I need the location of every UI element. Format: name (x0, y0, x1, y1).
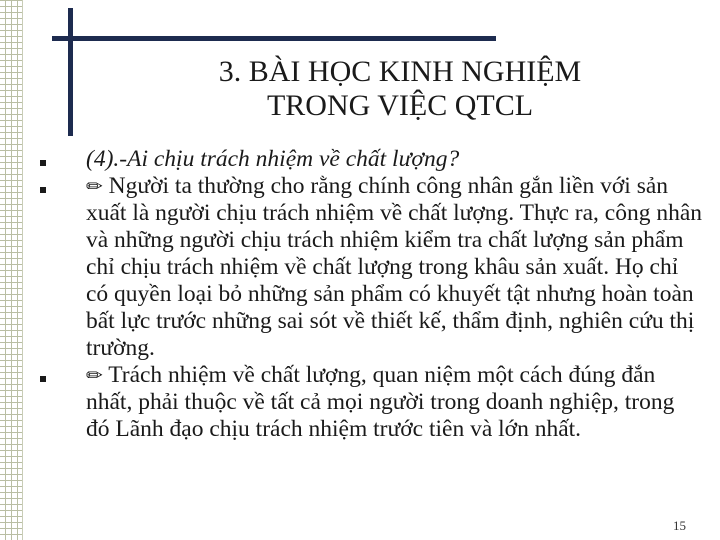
square-bullet-icon (40, 160, 46, 166)
decorative-grid-strip (0, 0, 23, 540)
slide-body (40, 146, 702, 443)
slide-title (100, 55, 700, 123)
page-number: 15 (673, 518, 686, 533)
bullet-item-paragraph-2 (40, 362, 702, 443)
bullet-item-question (40, 146, 702, 173)
square-bullet-icon (40, 376, 46, 382)
paragraph-1-text: Người ta thường cho rằng chính công nhân gắn liền với sản xuất là người chịu trách nhiệm về chất lượng. Thực ra, công nhân và những người chịu trách nhiệm kiểm tra chất lượng sản phẩm chỉ chịu trách nhiệm về chất lượng trong khâu sản xuất. Họ chỉ có quyền loại bỏ những sản phẩm có khuyết tật nhưng hoàn toàn bất lực trước những sai sót về thiết kế, thẩm định, nghiên cứu thị trường. (86, 173, 703, 361)
paragraph-2 (86, 362, 702, 443)
title-accent-bar-vertical (68, 8, 73, 136)
title-accent-bar-horizontal (52, 36, 496, 41)
pencil-icon: ✏ (86, 363, 103, 387)
paragraph-1 (86, 173, 702, 362)
title-line-2: TRONG VIỆC QTCL (266, 89, 534, 122)
question-text: (4).-Ai chịu trách nhiệm về chất lượng? (86, 146, 460, 172)
pencil-icon: ✏ (86, 174, 103, 198)
square-bullet-icon (40, 187, 46, 193)
paragraph-2-text: Trách nhiệm về chất lượng, quan niệm một cách đúng đắn nhất, phải thuộc về tất cả mọi người trong doanh nghiệp, trong đó Lãnh đạo chịu trách nhiệm trước tiên và lớn nhất. (86, 362, 675, 442)
title-line-1: 3. BÀI HỌC KINH NGHIỆM (218, 55, 582, 88)
bullet-item-paragraph-1 (40, 173, 702, 362)
